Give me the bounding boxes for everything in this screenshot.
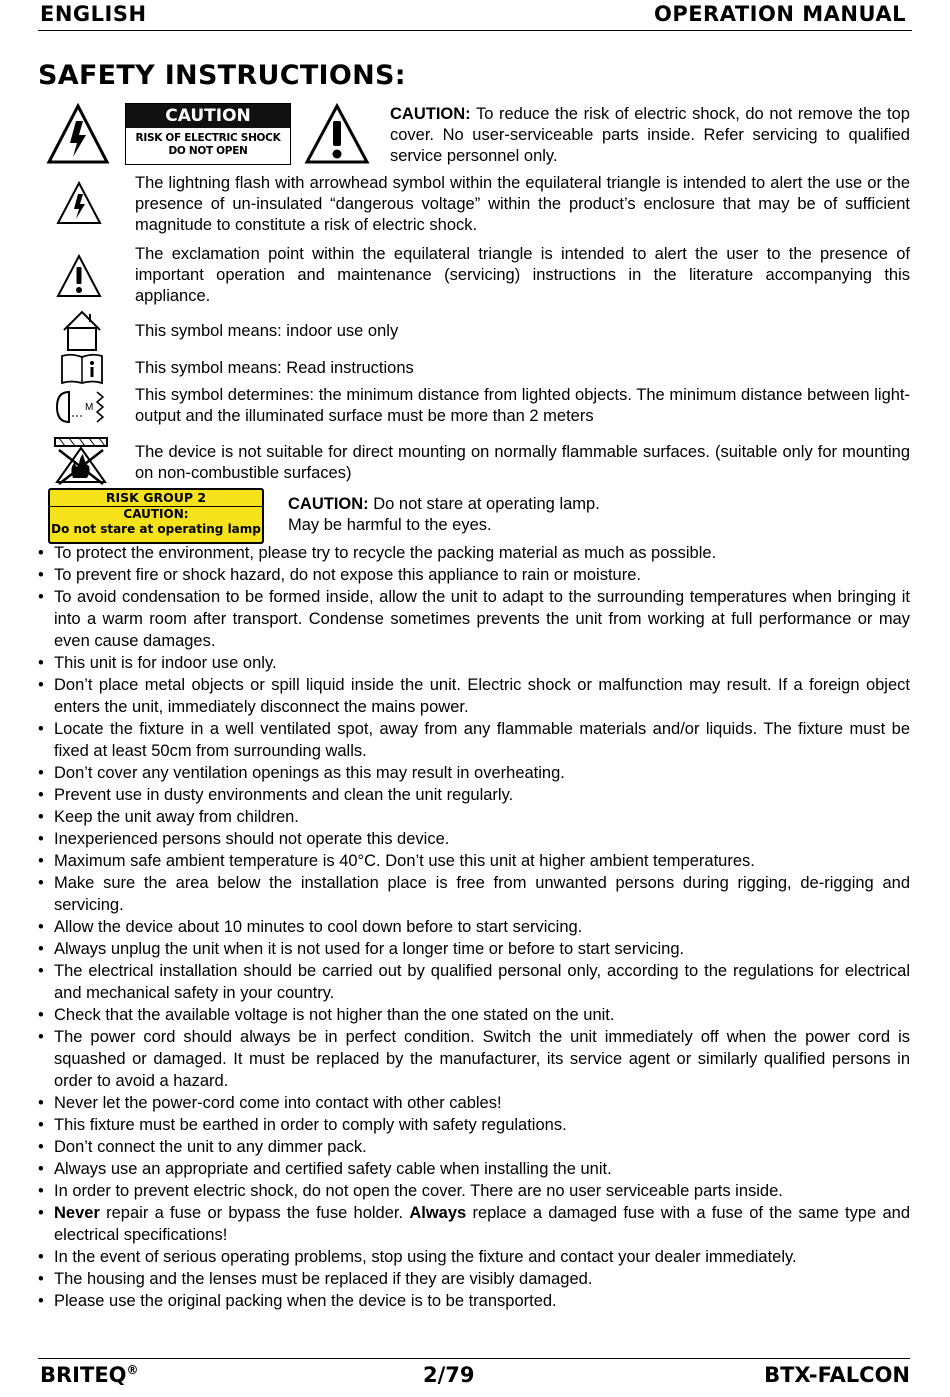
bullet-dot: • <box>38 654 44 672</box>
bullet-item <box>38 938 910 960</box>
bullet-text: replace a damaged fuse with a fuse of the same type and electrical specifications! <box>54 1204 911 1244</box>
lamp-caution-line2: May be harmful to the eyes. <box>288 516 492 534</box>
bullet-item <box>38 960 910 1004</box>
bullet-text: To avoid condensation to be formed inside, allow the unit to adapt to the surrounding temperatures when bringing it into a warm room after transport. Condense sometimes prevents the unit from working at full performance or may even cause damages. <box>54 588 910 650</box>
bullet-text: repair a fuse or bypass the fuse holder. <box>99 1204 410 1222</box>
caution-label-box <box>125 103 291 165</box>
footer-page-number: 2/79 <box>423 1363 475 1387</box>
bullet-dot: • <box>38 720 44 738</box>
bullet-text: Inexperienced persons should not operate this device. <box>54 830 450 848</box>
bullet-item <box>38 652 910 674</box>
bullet-text: Never let the power-cord come into contact with other cables! <box>54 1094 502 1112</box>
bullet-item <box>38 872 910 916</box>
bullet-dot: • <box>38 1116 44 1134</box>
bullet-text: Prevent use in dusty environments and clean the unit regularly. <box>54 786 514 804</box>
bullet-item <box>38 828 910 850</box>
lamp-caution-line1: Do not stare at operating lamp. <box>368 495 600 513</box>
header-language: ENGLISH <box>40 2 147 26</box>
bullet-dot: • <box>38 940 44 958</box>
bullet-text: Make sure the area below the installation place is free from unwanted persons during rigging, de-rigging and servicing. <box>54 874 910 914</box>
house-icon <box>62 310 102 352</box>
bullet-dot: • <box>38 588 44 606</box>
distance-label: M <box>85 402 94 413</box>
bullet-emphasis: Always <box>409 1204 467 1222</box>
symbol-description: The device is not suitable for direct mounting on normally flammable surfaces. (suitable only for mounting on non-combustible surfaces) <box>135 443 910 482</box>
bullet-item <box>38 542 910 564</box>
bullet-dot: • <box>38 544 44 562</box>
lightning-triangle-icon <box>46 103 110 165</box>
bullet-dot: • <box>38 1138 44 1156</box>
footer-brand-name: BRITEQ <box>40 1363 127 1387</box>
bullet-item <box>38 586 910 652</box>
page-header <box>38 2 912 31</box>
bullet-item <box>38 1004 910 1026</box>
bullet-dot: • <box>38 1182 44 1200</box>
bullet-item <box>38 1180 910 1202</box>
bullet-dot: • <box>38 1006 44 1024</box>
bullet-dot: • <box>38 1292 44 1310</box>
bullet-dot: • <box>38 918 44 936</box>
bullet-item <box>38 784 910 806</box>
bullet-dot: • <box>38 1248 44 1266</box>
risk-group-title: RISK GROUP 2 <box>50 490 262 507</box>
bullet-text: In order to prevent electric shock, do not open the cover. There are no user serviceable parts inside. <box>54 1182 783 1200</box>
bullet-text: To prevent fire or shock hazard, do not expose this appliance to rain or moisture. <box>54 566 641 584</box>
caution-label-line2: DO NOT OPEN <box>168 145 248 157</box>
bullet-item <box>38 850 910 872</box>
bullet-item <box>38 1268 910 1290</box>
bullet-item <box>38 1202 910 1246</box>
bullet-dot: • <box>38 764 44 782</box>
symbol-description: This symbol means: indoor use only <box>135 322 399 340</box>
bullet-text: Keep the unit away from children. <box>54 808 299 826</box>
bullet-text: The electrical installation should be carried out by qualified personal only, according to the regulations for electrical and mechanical safety in your country. <box>54 962 910 1002</box>
bullet-dot: • <box>38 786 44 804</box>
bullet-item <box>38 564 910 586</box>
flammable-surface-icon <box>53 436 109 486</box>
bullet-text: Don’t cover any ventilation openings as this may result in overheating. <box>54 764 565 782</box>
symbol-description: The lightning flash with arrowhead symbol within the equilateral triangle is intended to alert the use or the presence of un-insulated “dangerous voltage” within the product’s enclosure that may be of sufficient magnitude to constitute a risk of electric shock. <box>135 174 910 234</box>
caution-label-heading: CAUTION <box>126 104 290 128</box>
bullet-text: Please use the original packing when the device is to be transported. <box>54 1292 557 1310</box>
minimum-distance-icon <box>55 388 107 426</box>
bullet-text: Allow the device about 10 minutes to cool down before to start servicing. <box>54 918 583 936</box>
bullet-text: Always use an appropriate and certified safety cable when installing the unit. <box>54 1160 612 1178</box>
bullet-text: Check that the available voltage is not higher than the one stated on the unit. <box>54 1006 615 1024</box>
caution-label-line1: RISK OF ELECTRIC SHOCK <box>135 132 281 144</box>
bullet-dot: • <box>38 1270 44 1288</box>
bullet-item <box>38 718 910 762</box>
bullet-dot: • <box>38 962 44 980</box>
bullet-item <box>38 1158 910 1180</box>
bullet-dot: • <box>38 1094 44 1112</box>
bullet-dot: • <box>38 1028 44 1046</box>
bullet-dot: • <box>38 852 44 870</box>
bullet-dot: • <box>38 566 44 584</box>
footer-model: BTX-FALCON <box>764 1363 910 1387</box>
bullet-item <box>38 762 910 784</box>
bullet-item <box>38 1114 910 1136</box>
risk-group-caution: CAUTION: <box>123 507 189 521</box>
bullet-dot: • <box>38 676 44 694</box>
bullet-item <box>38 1092 910 1114</box>
bullet-text: In the event of serious operating problems, stop using the fixture and contact your dealer immediately. <box>54 1248 797 1266</box>
bullet-item <box>38 1290 910 1312</box>
safety-bullet-list <box>38 542 910 1312</box>
bullet-dot: • <box>38 830 44 848</box>
registered-mark: ® <box>126 1363 139 1377</box>
bullet-item <box>38 1026 910 1092</box>
bullet-item <box>38 1136 910 1158</box>
risk-group-label <box>48 488 264 544</box>
bullet-text: Always unplug the unit when it is not used for a longer time or before to start servicing. <box>54 940 685 958</box>
bullet-text: Locate the fixture in a well ventilated spot, away from any flammable materials and/or liquids. The fixture must be fixed at least 50cm from surrounding walls. <box>54 720 910 760</box>
exclamation-triangle-icon <box>304 103 370 165</box>
bullet-text: The power cord should always be in perfect condition. Switch the unit immediately off when the power cord is squashed or damaged. It must be replaced by the manufacturer, its service agent or similarly qualified persons in order to avoid a hazard. <box>54 1028 910 1090</box>
bullet-text: This unit is for indoor use only. <box>54 654 277 672</box>
bullet-item <box>38 806 910 828</box>
symbol-description: This symbol means: Read instructions <box>135 359 414 377</box>
exclamation-triangle-icon <box>56 253 102 299</box>
read-instructions-icon <box>60 353 104 385</box>
bullet-dot: • <box>38 874 44 892</box>
lamp-caution-text <box>288 494 910 536</box>
caution-text <box>390 104 910 167</box>
risk-group-warning: Do not stare at operating lamp <box>51 522 261 536</box>
bullet-item <box>38 1246 910 1268</box>
lamp-caution-bold: CAUTION: <box>288 495 369 513</box>
bullet-text: This fixture must be earthed in order to comply with safety regulations. <box>54 1116 567 1134</box>
bullet-text: Don’t connect the unit to any dimmer pack. <box>54 1138 367 1156</box>
bullet-item <box>38 674 910 718</box>
caution-text-body: To reduce the risk of electric shock, do not remove the top cover. No user-serviceable parts inside. Refer servicing to qualified service personnel only. <box>390 105 910 165</box>
page-footer <box>38 1358 910 1391</box>
bullet-text: Don’t place metal objects or spill liquid inside the unit. Electric shock or malfunction may result. If a foreign object enters the unit, immediately disconnect the mains power. <box>54 676 910 716</box>
bullet-text: Maximum safe ambient temperature is 40°C. Don’t use this unit at higher ambient temperatures. <box>54 852 755 870</box>
bullet-dot: • <box>38 1160 44 1178</box>
section-title: SAFETY INSTRUCTIONS: <box>38 60 406 91</box>
symbol-description: The exclamation point within the equilateral triangle is intended to alert the user to the presence of important operation and maintenance (servicing) instructions in the literature accompanying this appliance. <box>135 245 910 305</box>
caution-text-bold: CAUTION: <box>390 105 471 123</box>
bullet-item <box>38 916 910 938</box>
bullet-dot: • <box>38 808 44 826</box>
footer-brand <box>40 1363 139 1387</box>
header-manual-title: OPERATION MANUAL <box>653 2 906 26</box>
bullet-dot: • <box>38 1204 44 1222</box>
bullet-text: To protect the environment, please try to recycle the packing material as much as possible. <box>54 544 717 562</box>
bullet-text: The housing and the lenses must be replaced if they are visibly damaged. <box>54 1270 593 1288</box>
lightning-triangle-icon <box>56 180 102 226</box>
bullet-emphasis: Never <box>54 1204 100 1222</box>
symbol-description: This symbol determines: the minimum distance from lighted objects. The minimum distance between light-output and the illuminated surface must be more than 2 meters <box>135 386 910 425</box>
